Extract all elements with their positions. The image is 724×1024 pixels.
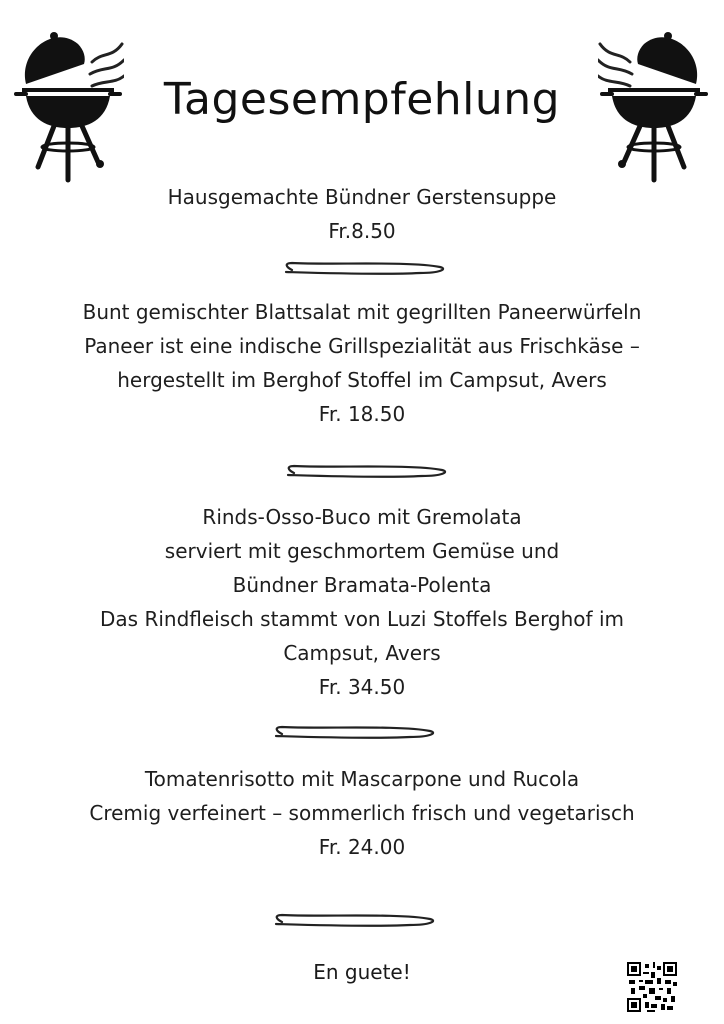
dish-name: Hausgemachte Bündner Gerstensuppe: [167, 185, 557, 209]
dish-name: Bunt gemischter Blattsalat mit gegrillten Paneerwürfeln: [82, 300, 642, 324]
menu-item: [20, 500, 704, 704]
dish-name: Tomatenrisotto mit Mascarpone und Rucola: [144, 767, 580, 791]
dish-price: Fr. 24.00: [318, 835, 406, 859]
qr-code-icon: [627, 962, 677, 1012]
menu-item: [20, 295, 704, 431]
dish-description: hergestellt im Berghof Stoffel im Campsut, Avers: [117, 368, 607, 392]
menu-item: [20, 762, 704, 864]
flourish-divider-icon: [270, 913, 440, 933]
dish-description: Cremig verfeinert – sommerlich frisch und vegetarisch: [89, 801, 635, 825]
dish-description: Bündner Bramata-Polenta: [232, 573, 492, 597]
dish-description: Paneer ist eine indische Grillspezialität aus Frischkäse –: [84, 334, 640, 358]
dish-price: Fr. 34.50: [318, 675, 406, 699]
flourish-divider-icon: [270, 725, 440, 745]
dish-description: serviert mit geschmortem Gemüse und: [164, 539, 560, 563]
closing-text: En guete!: [313, 960, 411, 984]
dish-price: Fr.8.50: [328, 219, 396, 243]
dish-price: Fr. 18.50: [318, 402, 406, 426]
menu-item: [20, 180, 704, 248]
dish-description: Campsut, Avers: [283, 641, 441, 665]
dish-name: Rinds-Osso-Buco mit Gremolata: [202, 505, 522, 529]
flourish-divider-icon: [282, 464, 452, 484]
page-title: Tagesempfehlung: [163, 74, 561, 125]
flourish-divider-icon: [280, 261, 450, 281]
dish-description: Das Rindfleisch stammt von Luzi Stoffels Berghof im: [100, 607, 624, 631]
